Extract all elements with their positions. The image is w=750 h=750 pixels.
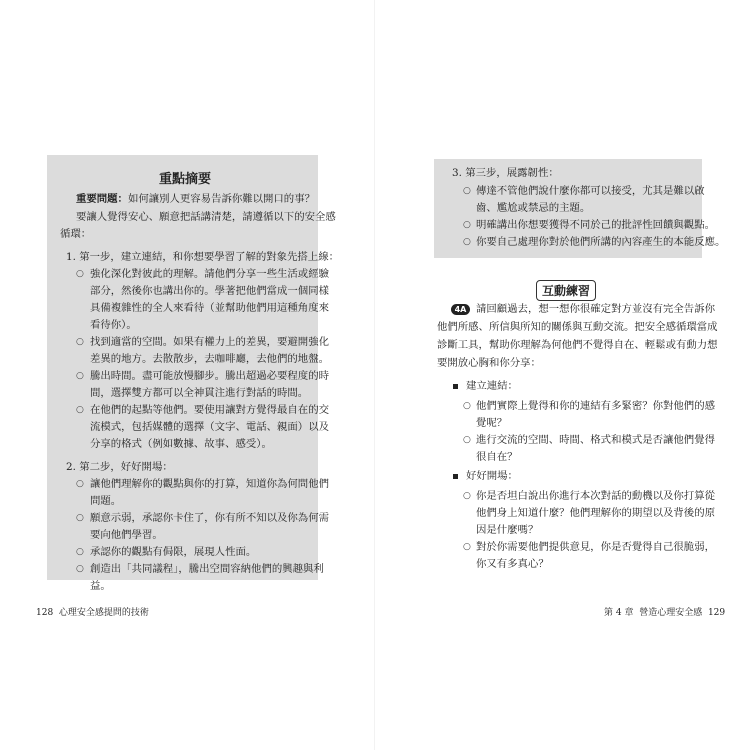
step1-item-line: 在他們的起點等他們。要使用讓對方覺得最自在的交 — [90, 404, 329, 416]
step1-item-line: 部分，然後你也講出你的。學著把他們當成一個同樣 — [90, 285, 329, 297]
intro-line: 循環： — [60, 228, 92, 240]
left-footer — [36, 607, 149, 619]
page-number: 128 — [36, 608, 54, 618]
step3-title: 3. 第三步，展露韌性： — [452, 167, 559, 179]
key-question-label: 重要問題： — [76, 193, 128, 205]
key-question — [76, 192, 315, 206]
circle-bullet-icon: ○ — [76, 269, 84, 279]
group1-item-line: 他們實際上覺得和你的連結有多緊密？你對他們的感 — [476, 400, 715, 412]
step3-item-line: 你要自己處理你對於他們所講的內容產生的本能反應。 — [476, 236, 726, 248]
group2-item-line: 因是什麼嗎？ — [476, 524, 539, 536]
practice-intro-line: 他們所感、所信與所知的關係與互動交流。把安全感循環當成 — [437, 321, 718, 333]
step1-item-line: 騰出時間。盡可能放慢腳步。騰出超過必要程度的時 — [90, 370, 329, 382]
circle-bullet-icon: ○ — [76, 371, 84, 381]
circle-bullet-icon: ○ — [463, 401, 471, 411]
step2-item-line: 要向他們學習。 — [90, 529, 163, 541]
step1-item-line: 找到適當的空間。如果有權力上的差異，要避開強化 — [90, 336, 329, 348]
practice-intro-line: 診斷工具，幫助你理解為何他們不覺得自在、輕鬆或有動力想 — [437, 339, 718, 351]
circle-bullet-icon: ○ — [463, 220, 471, 230]
circle-bullet-icon: ○ — [76, 405, 84, 415]
circle-bullet-icon: ○ — [76, 337, 84, 347]
circle-bullet-icon: ○ — [463, 491, 471, 501]
circle-bullet-icon: ○ — [463, 186, 471, 196]
circle-bullet-icon: ○ — [463, 237, 471, 247]
book-title: 心理安全感提問的技術 — [58, 608, 149, 618]
circle-bullet-icon: ○ — [76, 513, 84, 523]
page-number: 129 — [707, 608, 726, 618]
group2-title: 好好開場： — [466, 470, 518, 482]
practice-intro-line: 要開放心胸和你分享： — [437, 357, 541, 369]
practice-intro-line: 請回顧過去，想一想你很確定對方並沒有完全告訴你 — [476, 303, 715, 315]
group2-item-line: 對於你需要他們提供意見，你是否覺得自己很脆弱， — [476, 541, 715, 553]
right-page — [375, 0, 750, 750]
square-bullet-icon — [453, 474, 458, 479]
group1-item-line: 進行交流的空間、時間、格式和模式是否讓他們覺得 — [476, 434, 715, 446]
group1-title: 建立連結： — [466, 380, 518, 392]
book-gutter — [374, 0, 375, 750]
step3-item-line: 齒、尷尬或禁忌的主題。 — [476, 202, 591, 214]
step1-item-line: 看待你）。 — [90, 319, 137, 331]
step2-item-line: 願意示弱，承認你卡住了，你有所不知以及你為何需 — [90, 512, 329, 524]
circle-bullet-icon: ○ — [76, 564, 84, 574]
group1-item-line: 很自在？ — [476, 451, 518, 463]
step2-item-line: 承認你的觀點有侷限，展現人性面。 — [90, 546, 257, 558]
step1-item-line: 具備複雜性的全人來看待（並幫助他們用這種角度來 — [90, 302, 329, 314]
step1-item-line: 差異的地方。去散散步，去咖啡廳，去他們的地盤。 — [90, 353, 329, 365]
right-footer — [604, 607, 725, 619]
group2-item-line: 你又有多真心？ — [476, 558, 549, 570]
step2-item-line: 讓他們理解你的觀點與你的打算，知道你為何問他們 — [90, 478, 329, 490]
key-question-text: 如何讓別人更容易告訴你難以開口的事？ — [127, 193, 315, 205]
circle-bullet-icon: ○ — [76, 479, 84, 489]
group2-item-line: 他們身上知道什麼？他們理解你的期望以及背後的原 — [476, 507, 715, 519]
step2-item-line: 問題。 — [90, 495, 122, 507]
circle-bullet-icon: ○ — [76, 547, 84, 557]
step1-title: 1. 第一步，建立連結，和你想要學習了解的對象先搭上線： — [66, 251, 339, 263]
step3-item-line: 傳達不管他們說什麼你都可以接受，尤其是難以啟 — [476, 185, 705, 197]
step1-item-line: 強化深化對彼此的理解。請他們分享一些生活或經驗 — [90, 268, 329, 280]
circle-bullet-icon: ○ — [463, 435, 471, 445]
summary-title: 重點摘要 — [159, 172, 212, 187]
step2-item-line: 創造出「共同議程」，騰出空間容納他們的興趣與利 — [90, 563, 324, 575]
chapter-title: 營造心理安全感 — [639, 608, 703, 618]
square-bullet-icon — [453, 384, 458, 389]
intro-line: 要讓人覺得安心、願意把話講清楚，請遵循以下的安全感 — [76, 211, 336, 223]
group1-item-line: 覺呢？ — [476, 417, 508, 429]
step1-item-line: 分享的格式（例如數據、故事、感受）。 — [90, 438, 272, 450]
step1-item-line: 流模式，包括媒體的選擇（文字、電話、親面）以及 — [90, 421, 329, 433]
circle-bullet-icon: ○ — [463, 542, 471, 552]
practice-title: 互動練習 — [536, 280, 596, 301]
step2-title: 2. 第二步，好好開場： — [66, 461, 173, 473]
exercise-badge: 4A — [451, 304, 470, 315]
step3-item-line: 明確講出你想要獲得不同於己的批評性回饋與觀點。 — [476, 219, 715, 231]
chapter-label: 第 4 章 — [604, 608, 634, 618]
step1-item-line: 間，選擇雙方都可以全神貫注進行對話的時間。 — [90, 387, 309, 399]
step2-item-line: 益。 — [90, 580, 111, 592]
group2-item-line: 你是否坦白說出你進行本次對話的動機以及你打算從 — [476, 490, 715, 502]
